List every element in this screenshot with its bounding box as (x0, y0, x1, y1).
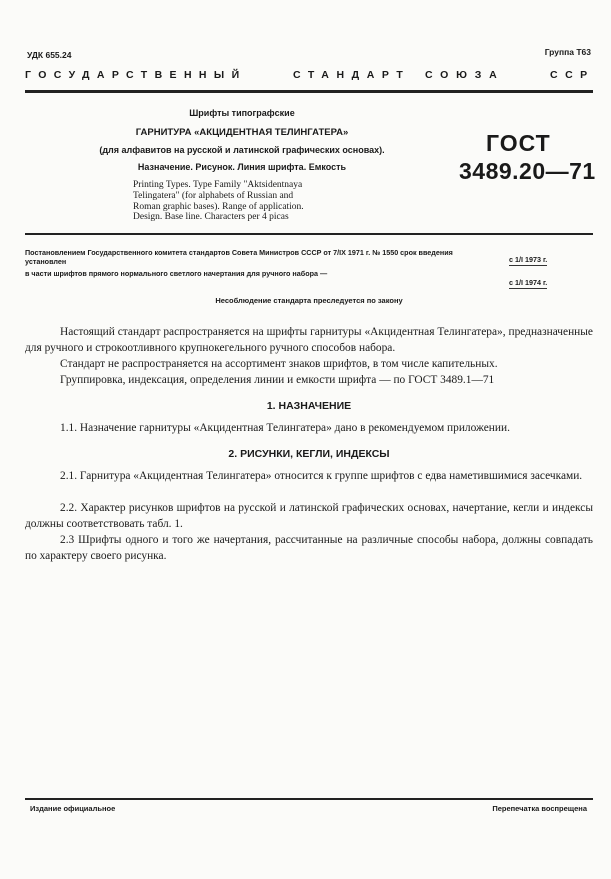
paragraph: 2.1. Гарнитура «Акцидентная Телингатера» относится к группе шрифтов с едва наметившимися засечками. (60, 470, 583, 482)
title-line-2: ГАРНИТУРА «АКЦИДЕНТНАЯ ТЕЛИНГАТЕРА» (135, 127, 349, 138)
paragraph: 1.1. Назначение гарнитуры «Акцидентная Телингатера» дано в рекомендуемом приложении. (60, 422, 510, 434)
violation-notice: Несоблюдение стандарта преследуется по закону (215, 296, 403, 305)
gost-number: 3489.20—71 (459, 158, 596, 184)
section-heading: 2. РИСУНКИ, КЕГЛИ, ИНДЕКСЫ (228, 448, 390, 460)
title-rule (25, 233, 593, 235)
english-line: Printing Types. Type Family "Aktsidentnaya (133, 180, 303, 190)
gost-label: ГОСТ (486, 130, 551, 156)
section-heading: 1. НАЗНАЧЕНИЕ (266, 400, 352, 412)
effective-date-2: с 1/I 1974 г. (509, 278, 548, 287)
title-line-4: Назначение. Рисунок. Линия шрифта. Емкость (137, 162, 347, 172)
udk-code: УДК 655.24 (27, 50, 72, 60)
paragraph: 2.2. Характер рисунков шрифтов на русской и латинской графических основах, начертание, кегли и индексы должны соответствовать табл. 1. (25, 502, 593, 530)
english-line: Telingatera" (for alphabets of Russian and (133, 190, 294, 201)
decree-established: установлен (25, 257, 67, 266)
official-edition: Издание официальное (30, 804, 116, 813)
footer-rule (25, 798, 593, 800)
english-line: Design. Base line. Characters per 4 picas (133, 212, 289, 223)
banner-rule (25, 90, 593, 93)
effective-date-1: с 1/I 1973 г. (509, 255, 548, 264)
paragraph: Стандарт не распространяется на ассортимент знаков шрифтов, в том числе капительных. (60, 358, 498, 370)
paragraph: Настоящий стандарт распространяется на шрифты гарнитуры «Акцидентная Телингатера», предназначенные для ручного и строкоотливного крупнокегельного ручного способов набора. (25, 326, 593, 354)
title-line-3: (для алфавитов на русской и латинской графических основах). (99, 145, 385, 155)
title-line-1: Шрифты типографские (189, 108, 295, 118)
english-title (133, 180, 353, 223)
group-code: Группа Т63 (544, 47, 591, 57)
reprint-forbidden: Перепечатка воспрещена (492, 804, 587, 813)
decree-partial: в части шрифтов прямого нормального светлого начертания для ручного набора — (25, 269, 328, 278)
banner-word: ССР (550, 69, 595, 81)
paragraph: Группировка, индексация, определения линии и емкости шрифта — по ГОСТ 3489.1—71 (60, 374, 495, 386)
decree-line: Постановлением Государственного комитета стандартов Совета Министров СССР от 7/IX 1971 г. № 1550 срок введения (25, 248, 453, 257)
banner-word: СОЮЗА (425, 69, 505, 81)
banner-word: ГОСУДАРСТВЕННЫЙ (25, 69, 247, 81)
banner-word: СТАНДАРТ (293, 69, 411, 81)
paragraph: 2.3 Шрифты одного и того же начертания, рассчитанные на различные способы набора, должны совпадать по характеру своего рисунка. (25, 534, 593, 562)
english-line: Roman graphic bases). Range of application. (133, 201, 304, 212)
